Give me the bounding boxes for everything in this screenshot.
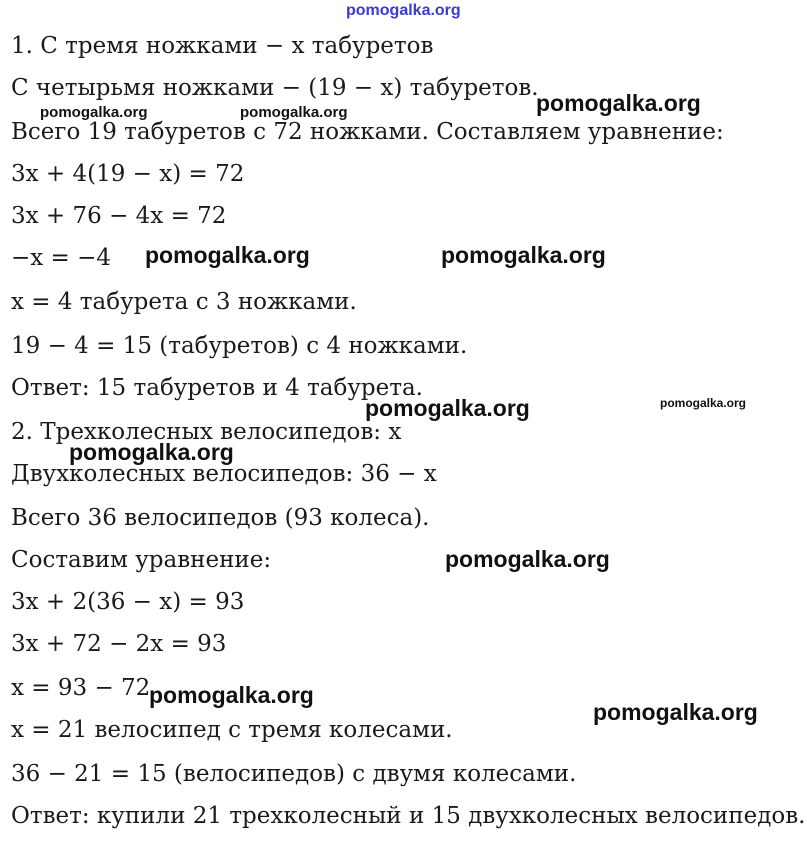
watermark: pomogalka.org — [149, 682, 314, 708]
watermark: pomogalka.org — [69, 439, 234, 465]
solution-line-3: Всего 19 табуретов с 72 ножками. Составляем уравнение: — [11, 119, 724, 145]
equation-line-3: −x = −4 — [11, 245, 112, 271]
solution-line-4: x = 4 табурета с 3 ножками. — [11, 289, 357, 315]
solution-line-9: Составим уравнение: — [11, 547, 272, 573]
equation-line-4: 3x + 2(36 − x) = 93 — [11, 589, 245, 615]
solution-line-11: 36 − 21 = 15 (велосипедов) с двумя колесами. — [11, 761, 577, 787]
solution-line-1: 1. С тремя ножками − x табуретов — [11, 33, 434, 59]
equation-line-1: 3x + 4(19 − x) = 72 — [11, 161, 245, 187]
watermark: pomogalka.org — [145, 242, 310, 268]
answer-line-2: Ответ: купили 21 трехколесный и 15 двухколесных велосипедов. — [11, 803, 806, 829]
watermark: pomogalka.org — [445, 546, 610, 572]
watermark-top: pomogalka.org — [346, 2, 461, 19]
watermark: pomogalka.org — [40, 104, 148, 121]
solution-line-10: x = 21 велосипед с тремя колесами. — [11, 717, 453, 743]
solution-line-2: С четырьмя ножками − (19 − x) табуретов. — [11, 75, 539, 101]
watermark: pomogalka.org — [365, 395, 530, 421]
watermark: pomogalka.org — [593, 699, 758, 725]
solution-line-5: 19 − 4 = 15 (табуретов) с 4 ножками. — [11, 333, 468, 359]
watermark: pomogalka.org — [240, 104, 348, 121]
equation-line-5: 3x + 72 − 2x = 93 — [11, 631, 227, 657]
solution-line-6: 2. Трехколесных велосипедов: x — [11, 419, 402, 445]
equation-line-2: 3x + 76 − 4x = 72 — [11, 203, 227, 229]
solution-line-8: Всего 36 велосипедов (93 колеса). — [11, 505, 430, 531]
equation-line-6: x = 93 − 72 — [11, 675, 151, 701]
solution-line-7: Двухколесных велосипедов: 36 − x — [11, 461, 437, 487]
watermark: pomogalka.org — [441, 242, 606, 268]
watermark: pomogalka.org — [660, 396, 747, 410]
answer-line-1: Ответ: 15 табуретов и 4 табурета. — [11, 375, 423, 401]
watermark: pomogalka.org — [536, 90, 701, 116]
